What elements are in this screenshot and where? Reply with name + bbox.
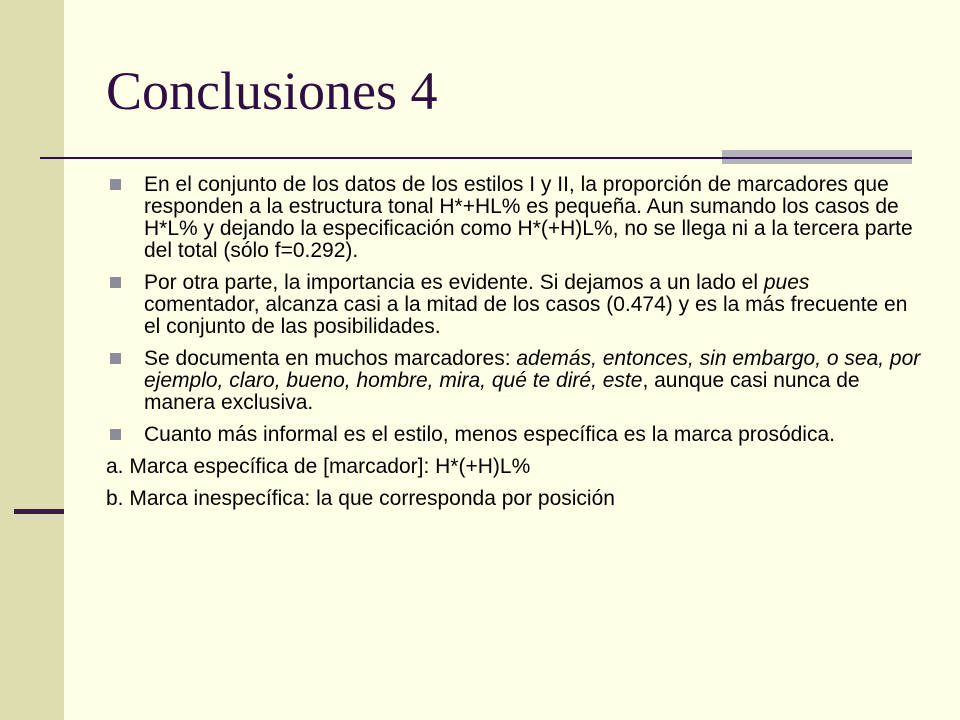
bullet-item-1 [106, 174, 922, 262]
square-bullet-icon [110, 179, 121, 190]
bullet-item-4 [106, 424, 922, 446]
bullet-text-part: comentador, alcanza casi a la mitad de los casos (0.474) y es la más frecuente en el conjunto de las posibilidades. [144, 293, 908, 338]
bullet-text-part: Se documenta en muchos marcadores: [144, 347, 517, 370]
square-bullet-icon [110, 353, 121, 364]
bullet-text-italic: pues [763, 271, 810, 294]
title-rule-accent-center [722, 157, 912, 159]
bullet-text-part: Por otra parte, la importancia es evidente. Si dejamos a un lado el [144, 271, 764, 294]
line-a: a. Marca específica de [marcador]: H*(+H)L% [106, 455, 531, 478]
square-bullet-icon [110, 429, 121, 440]
bullet-text-italic: además, entonces, sin embargo, o sea, por ejemplo, claro, bueno, hombre, mira, qué te diré, este [144, 347, 921, 392]
sidebar-accent-line [14, 509, 64, 514]
bullet-text: En el conjunto de los datos de los estilos I y II, la proporción de marcadores que responden a la estructura tonal H*+HL% es pequeña. Aun sumando los casos de H*L% y dejando la especificación como H*(+H)L%, no se llega ni a la tercera parte del total (sólo f=0.292). [144, 173, 913, 262]
bullet-text: Cuanto más informal es el estilo, menos específica es la marca prosódica. [144, 423, 835, 446]
line-b: b. Marca inespecífica: la que corresponda por posición [106, 487, 615, 510]
bullet-text-part: , aunque casi nunca de manera exclusiva. [144, 369, 860, 414]
slide-title: Conclusiones 4 [106, 61, 438, 121]
left-sidebar-band [0, 0, 64, 720]
bullet-item-3 [106, 348, 922, 414]
slide-body [106, 174, 922, 520]
bullet-item-2 [106, 272, 922, 338]
square-bullet-icon [110, 277, 121, 288]
